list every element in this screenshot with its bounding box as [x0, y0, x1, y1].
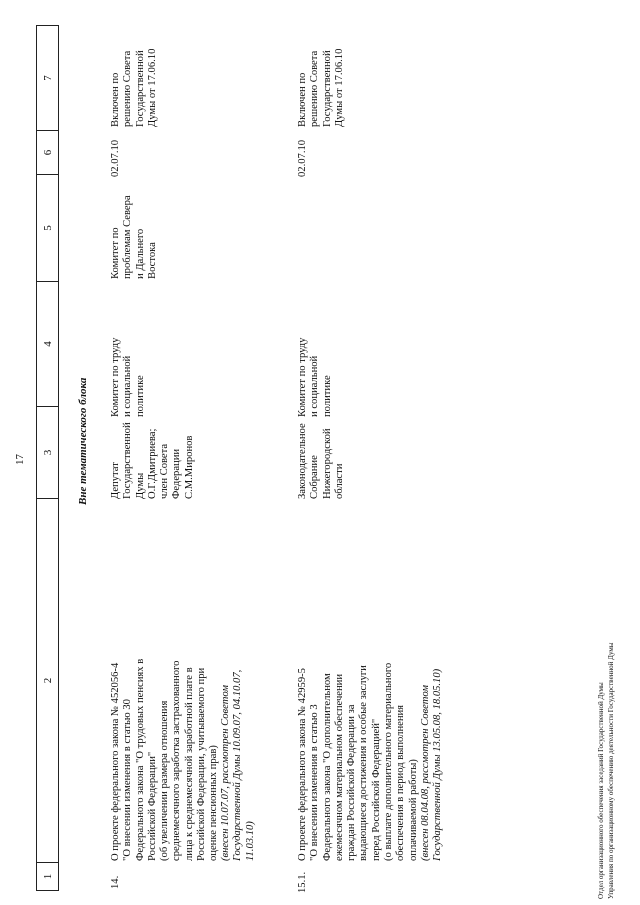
footer-line: Отдел организационного обеспечения заседаний Государственной Думы: [597, 682, 605, 899]
column-number: 5: [37, 175, 58, 282]
responsible-committee: Комитет по труду и социальной политике: [297, 337, 333, 417]
date: 02.07.10: [110, 139, 121, 177]
row-number: 14.: [110, 875, 121, 889]
co-executor-committee: Комитет по проблемам Севера и Дальнего Востока: [110, 195, 158, 279]
row-number: 15.1.: [297, 871, 308, 893]
footer-line: Управления по организационному обеспечению деятельности Государственной Думы: [607, 642, 615, 899]
column-number-header: [36, 25, 59, 891]
decision: Включен по решению Совета Государственной Думы от 17.06.10: [110, 48, 158, 127]
bill-note: (внесен 08.04.08, рассмотрен Советом Государственной Думы 13.05.08, 18.05.10): [420, 668, 444, 861]
bill-title: О проекте федерального закона № 452056-4 "О внесении изменения в статью 30 Федерального закона "О трудовых пенсиях в Российской Федерации" (об увеличении размера отношения среднемесячного заработка застрахованного лица к среднемесячной заработной плате в Российской Федерации, учитываемого при оценке пенсионных прав): [110, 658, 220, 861]
date: 02.07.10: [297, 139, 308, 177]
bill-author: Депутат Государственной Думы О.Г.Дмитриева; член Совета Федерации С.М.Миронов: [110, 422, 195, 499]
column-number: 4: [37, 282, 58, 407]
decision: Включен по решению Совета Государственной Думы от 17.06.10: [297, 48, 345, 127]
bill-author: Законодательное Собрание Нижегородской области: [297, 423, 345, 499]
bill-title: О проекте федерального закона № 42959-5 "О внесении изменения в статью 3 Федерального закона "О дополнительном ежемесячном материальном обеспечении граждан Российской Федерации за выдающиеся достижения и особые заслуги перед Российской Федерацией" (о выплате дополнительного материального обеспечения в период выполнения оплачиваемой работы): [297, 662, 419, 861]
column-number: 1: [37, 863, 58, 891]
column-number: 7: [37, 25, 58, 131]
column-number: 3: [37, 407, 58, 499]
column-number: 6: [37, 131, 58, 175]
page-number: 17: [14, 454, 26, 465]
responsible-committee: Комитет по труду и социальной политике: [110, 337, 146, 417]
column-number: 2: [37, 499, 58, 863]
section-title: Вне тематического блока: [77, 377, 89, 505]
bill-note: (внесен 10.07.07, рассмотрен Советом Государственной Думы 10.09.07, 04.10.07, 11.03.10): [220, 669, 256, 861]
